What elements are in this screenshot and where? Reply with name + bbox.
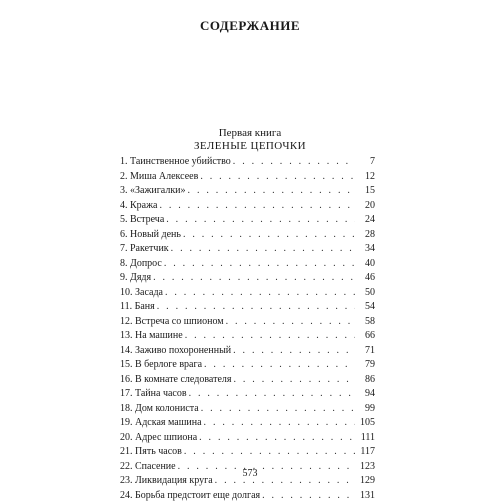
toc-entry bbox=[120, 242, 375, 257]
toc-entry-page: 111 bbox=[357, 431, 375, 446]
toc-entry-page: 46 bbox=[357, 271, 375, 286]
toc-entry-title: 4. Кража bbox=[120, 199, 157, 214]
toc-entry-page: 12 bbox=[357, 170, 375, 185]
toc-dot-leader bbox=[200, 170, 355, 185]
toc-entry-page: 117 bbox=[357, 445, 375, 460]
toc-entry bbox=[120, 431, 375, 446]
toc-entry bbox=[120, 445, 375, 460]
toc-entry-page: 129 bbox=[357, 474, 375, 489]
toc-entry-title: 1. Таинственное убийство bbox=[120, 155, 231, 170]
toc-entry-page: 7 bbox=[357, 155, 375, 170]
toc-dot-leader bbox=[233, 344, 355, 359]
toc-entry-page: 54 bbox=[357, 300, 375, 315]
toc-entry-title: 2. Миша Алексеев bbox=[120, 170, 198, 185]
table-of-contents bbox=[120, 155, 375, 503]
toc-dot-leader bbox=[171, 242, 355, 257]
toc-entry bbox=[120, 387, 375, 402]
toc-entry-title: 12. Встреча со шпионом bbox=[120, 315, 224, 330]
toc-entry-page: 34 bbox=[357, 242, 375, 257]
toc-entry-title: 17. Тайна часов bbox=[120, 387, 187, 402]
toc-entry bbox=[120, 286, 375, 301]
toc-dot-leader bbox=[157, 300, 355, 315]
toc-dot-leader bbox=[183, 228, 355, 243]
toc-entry bbox=[120, 373, 375, 388]
toc-entry-title: 19. Адская машина bbox=[120, 416, 202, 431]
toc-entry bbox=[120, 489, 375, 503]
toc-dot-leader bbox=[204, 358, 355, 373]
toc-entry bbox=[120, 228, 375, 243]
toc-entry bbox=[120, 344, 375, 359]
toc-dot-leader bbox=[262, 489, 355, 503]
toc-entry-page: 40 bbox=[357, 257, 375, 272]
page-number: 573 bbox=[0, 468, 500, 479]
toc-entry-title: 7. Ракетчик bbox=[120, 242, 169, 257]
toc-entry bbox=[120, 358, 375, 373]
toc-entry bbox=[120, 170, 375, 185]
toc-entry-title: 18. Дом колониста bbox=[120, 402, 199, 417]
toc-entry bbox=[120, 199, 375, 214]
toc-entry bbox=[120, 257, 375, 272]
toc-entry-title: 22. Спасение bbox=[120, 460, 176, 475]
toc-entry-title: 14. Заживо похороненный bbox=[120, 344, 231, 359]
toc-entry bbox=[120, 416, 375, 431]
toc-entry-page: 50 bbox=[357, 286, 375, 301]
toc-entry-page: 24 bbox=[357, 213, 375, 228]
toc-entry-title: 16. В комнате следователя bbox=[120, 373, 232, 388]
toc-entry-title: 21. Пять часов bbox=[120, 445, 182, 460]
toc-dot-leader bbox=[185, 329, 355, 344]
toc-dot-leader bbox=[164, 257, 355, 272]
toc-dot-leader bbox=[226, 315, 355, 330]
toc-dot-leader bbox=[234, 373, 356, 388]
toc-dot-leader bbox=[166, 213, 355, 228]
toc-dot-leader bbox=[159, 199, 355, 214]
toc-entry-title: 8. Допрос bbox=[120, 257, 162, 272]
toc-entry-page: 99 bbox=[357, 402, 375, 417]
toc-entry-page: 86 bbox=[357, 373, 375, 388]
toc-entry bbox=[120, 271, 375, 286]
book-title: ЗЕЛЕНЫЕ ЦЕПОЧКИ bbox=[0, 140, 500, 152]
toc-dot-leader bbox=[189, 387, 355, 402]
toc-entry-title: 3. «Зажигалки» bbox=[120, 184, 186, 199]
toc-entry-page: 71 bbox=[357, 344, 375, 359]
toc-entry-title: 6. Новый день bbox=[120, 228, 181, 243]
toc-entry-title: 9. Дядя bbox=[120, 271, 151, 286]
toc-dot-leader bbox=[201, 402, 355, 417]
toc-entry bbox=[120, 184, 375, 199]
toc-dot-leader bbox=[188, 184, 355, 199]
toc-dot-leader bbox=[199, 431, 355, 446]
toc-entry-title: 20. Адрес шпиона bbox=[120, 431, 197, 446]
toc-entry-title: 23. Ликвидация круга bbox=[120, 474, 213, 489]
toc-entry-title: 13. На машине bbox=[120, 329, 183, 344]
toc-entry-page: 28 bbox=[357, 228, 375, 243]
toc-entry-page: 15 bbox=[357, 184, 375, 199]
toc-dot-leader bbox=[153, 271, 355, 286]
toc-entry-page: 131 bbox=[357, 489, 375, 503]
toc-entry-page: 123 bbox=[357, 460, 375, 475]
toc-entry-title: 10. Засада bbox=[120, 286, 163, 301]
toc-entry-page: 79 bbox=[357, 358, 375, 373]
toc-dot-leader bbox=[165, 286, 355, 301]
toc-entry-page: 20 bbox=[357, 199, 375, 214]
toc-entry bbox=[120, 155, 375, 170]
toc-entry bbox=[120, 329, 375, 344]
toc-entry bbox=[120, 315, 375, 330]
toc-entry-page: 105 bbox=[357, 416, 375, 431]
toc-dot-leader bbox=[233, 155, 355, 170]
toc-entry-page: 58 bbox=[357, 315, 375, 330]
toc-entry-title: 11. Баня bbox=[120, 300, 155, 315]
toc-dot-leader bbox=[204, 416, 355, 431]
toc-entry-title: 24. Борьба предстоит еще долгая bbox=[120, 489, 260, 503]
toc-entry-title: 5. Встреча bbox=[120, 213, 164, 228]
book-label: Первая книга bbox=[0, 127, 500, 139]
toc-entry-page: 94 bbox=[357, 387, 375, 402]
toc-entry-page: 66 bbox=[357, 329, 375, 344]
toc-entry-title: 15. В берлоге врага bbox=[120, 358, 202, 373]
toc-dot-leader bbox=[184, 445, 355, 460]
contents-heading: СОДЕРЖАНИЕ bbox=[0, 18, 500, 34]
toc-entry bbox=[120, 402, 375, 417]
toc-entry bbox=[120, 213, 375, 228]
toc-entry bbox=[120, 300, 375, 315]
